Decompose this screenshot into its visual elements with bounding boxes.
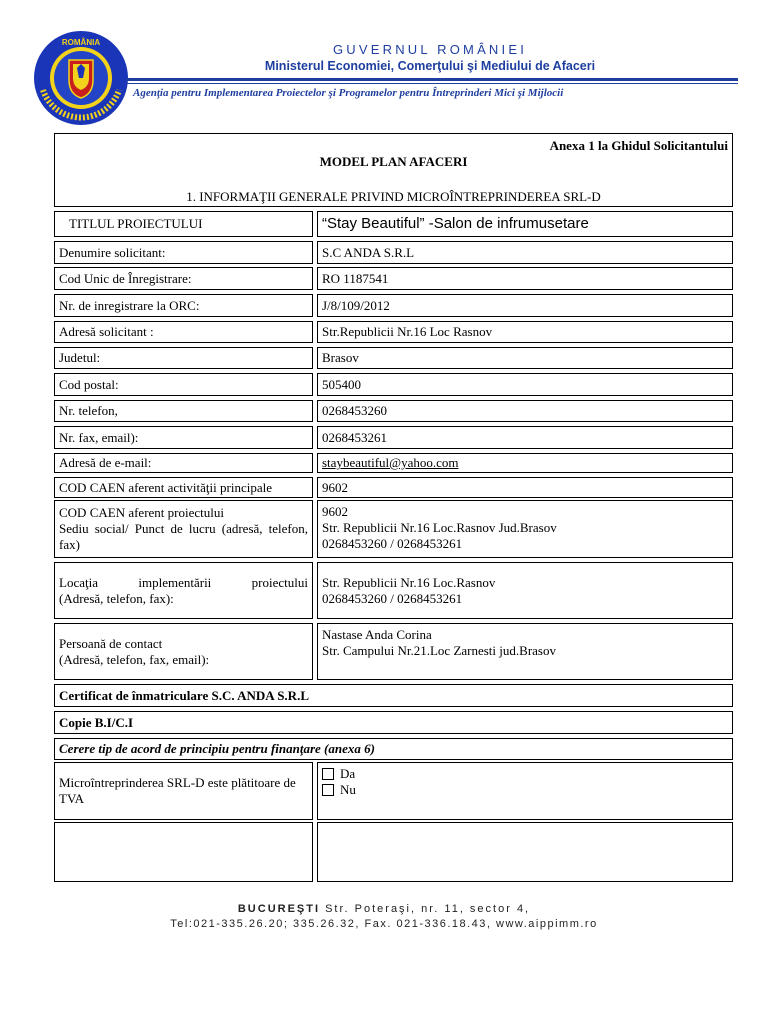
footer-city: BUCUREŞTI	[237, 903, 321, 915]
row-label: Denumire solicitant:	[54, 241, 313, 264]
svg-text:ROMÂNIA: ROMÂNIA	[61, 38, 101, 47]
table-row	[54, 321, 733, 343]
section-title: 1. INFORMAŢII GENERALE PRIVIND MICROÎNTREPRINDEREA SRL-D	[186, 189, 601, 204]
row-value: J/8/109/2012	[317, 294, 733, 317]
table-row	[54, 267, 733, 290]
form-heading-box	[54, 133, 733, 207]
request-label: Cerere tip de acord de principiu pentru finanţare (anexa 6)	[54, 738, 733, 760]
table-row-empty	[54, 822, 733, 882]
footer-street: Str. Poteraşi, nr. 11, sector 4,	[320, 903, 531, 915]
table-row	[54, 453, 733, 473]
caen-project-value-cell	[317, 500, 733, 558]
table-row-project-title	[54, 211, 733, 237]
location-value-cell	[317, 562, 733, 619]
row-value: S.C ANDA S.R.L	[317, 241, 733, 264]
table-row-vat	[54, 762, 733, 820]
empty-cell-left	[54, 822, 313, 882]
table-row-contact	[54, 623, 733, 680]
table-row	[54, 294, 733, 317]
table-row	[54, 373, 733, 396]
footer-address	[0, 903, 768, 915]
checkbox-no[interactable]	[322, 784, 334, 796]
row-label: COD CAEN aferent activităţii principale	[54, 477, 313, 498]
header-divider	[126, 78, 738, 81]
form-title: MODEL PLAN AFACERI	[319, 154, 468, 169]
row-label: Cod Unic de Înregistrare:	[54, 267, 313, 290]
header-divider-thin	[126, 83, 738, 84]
table-row	[54, 241, 733, 264]
vat-option-no[interactable]	[322, 782, 728, 798]
row-value: 9602	[317, 477, 733, 498]
table-row	[54, 426, 733, 449]
row-value: Str.Republicii Nr.16 Loc Rasnov	[317, 321, 733, 343]
row-label: Adresă de e-mail:	[54, 453, 313, 473]
location-address: Str. Republicii Nr.16 Loc.Rasnov	[322, 574, 496, 590]
vat-option-yes[interactable]	[322, 766, 728, 782]
contact-label-sub: (Adresă, telefon, fax, email):	[59, 651, 210, 667]
certificate-label: Certificat de înmatriculare S.C. ANDA S.R.L	[54, 684, 733, 707]
table-row-request	[54, 738, 733, 760]
caen-project-value: 9602	[322, 504, 348, 519]
table-row	[54, 400, 733, 422]
row-value: 0268453260	[317, 400, 733, 422]
vat-no-label: Nu	[340, 782, 356, 797]
annex-label: Anexa 1 la Ghidul Solicitantului	[549, 138, 728, 153]
contact-name: Nastase Anda Corina	[322, 627, 432, 642]
row-label: Nr. fax, email):	[54, 426, 313, 449]
location-label-sub: (Adresă, telefon, fax):	[59, 590, 174, 606]
row-label: Cod postal:	[54, 373, 313, 396]
table-row-location	[54, 562, 733, 619]
row-label: Nr. telefon,	[54, 400, 313, 422]
header-agency: Agenţia pentru Implementarea Proiectelor şi Programelor pentru Întreprinderi Mici şi Mijlocii	[133, 87, 564, 99]
caen-project-label-cell	[54, 500, 313, 558]
row-value: 505400	[317, 373, 733, 396]
row-label: Judetul:	[54, 347, 313, 369]
row-value: 0268453261	[317, 426, 733, 449]
contact-value-cell	[317, 623, 733, 680]
table-row-caen-project	[54, 500, 733, 558]
header-ministry: Ministerul Economiei, Comerţului şi Mediului de Afaceri	[264, 59, 596, 73]
location-phones: 0268453260 / 0268453261	[322, 590, 463, 606]
table-row-certificate	[54, 684, 733, 707]
project-title-rest: -Salon de infrumusetare	[424, 215, 589, 232]
sediu-address: Str. Republicii Nr.16 Loc.Rasnov Jud.Brasov	[322, 520, 557, 535]
vat-yes-label: Da	[340, 766, 356, 781]
empty-cell-right	[317, 822, 733, 882]
row-label: Adresă solicitant :	[54, 321, 313, 343]
header-title: GUVERNUL ROMÂNIEI	[332, 42, 528, 57]
vat-options	[317, 762, 733, 820]
project-title-label: TITLUL PROIECTULUI	[54, 211, 313, 237]
checkbox-yes[interactable]	[322, 768, 334, 780]
id-copy-label: Copie B.I/C.I	[54, 711, 733, 734]
contact-label-cell	[54, 623, 313, 680]
caen-project-label: COD CAEN aferent proiectului	[59, 505, 224, 520]
contact-address: Str. Campului Nr.21.Loc Zarnesti jud.Brasov	[322, 643, 556, 658]
row-value: Brasov	[317, 347, 733, 369]
contact-label: Persoană de contact	[59, 635, 163, 651]
row-label: Nr. de inregistrare la ORC:	[54, 294, 313, 317]
sediu-label: Sediu social/ Punct de lucru (adresă, telefon, fax)	[59, 521, 308, 552]
vat-label: Microîntreprinderea SRL-D este plătitoare de TVA	[54, 762, 313, 820]
row-value: RO 1187541	[317, 267, 733, 290]
government-seal-logo	[33, 30, 129, 126]
project-title-value	[317, 211, 733, 237]
location-label-cell	[54, 562, 313, 619]
table-row-id-copy	[54, 711, 733, 734]
table-row	[54, 477, 733, 498]
footer-contacts: Tel:021-335.26.20; 335.26.32, Fax. 021-336.18.43, www.aippimm.ro	[170, 918, 598, 930]
project-title-quoted: “Stay Beautiful”	[322, 215, 425, 232]
email-link[interactable]: staybeautiful@yahoo.com	[317, 453, 733, 473]
sediu-phones: 0268453260 / 0268453261	[322, 536, 463, 551]
location-label: Locaţia implementării proiectului	[59, 574, 308, 590]
table-row	[54, 347, 733, 369]
